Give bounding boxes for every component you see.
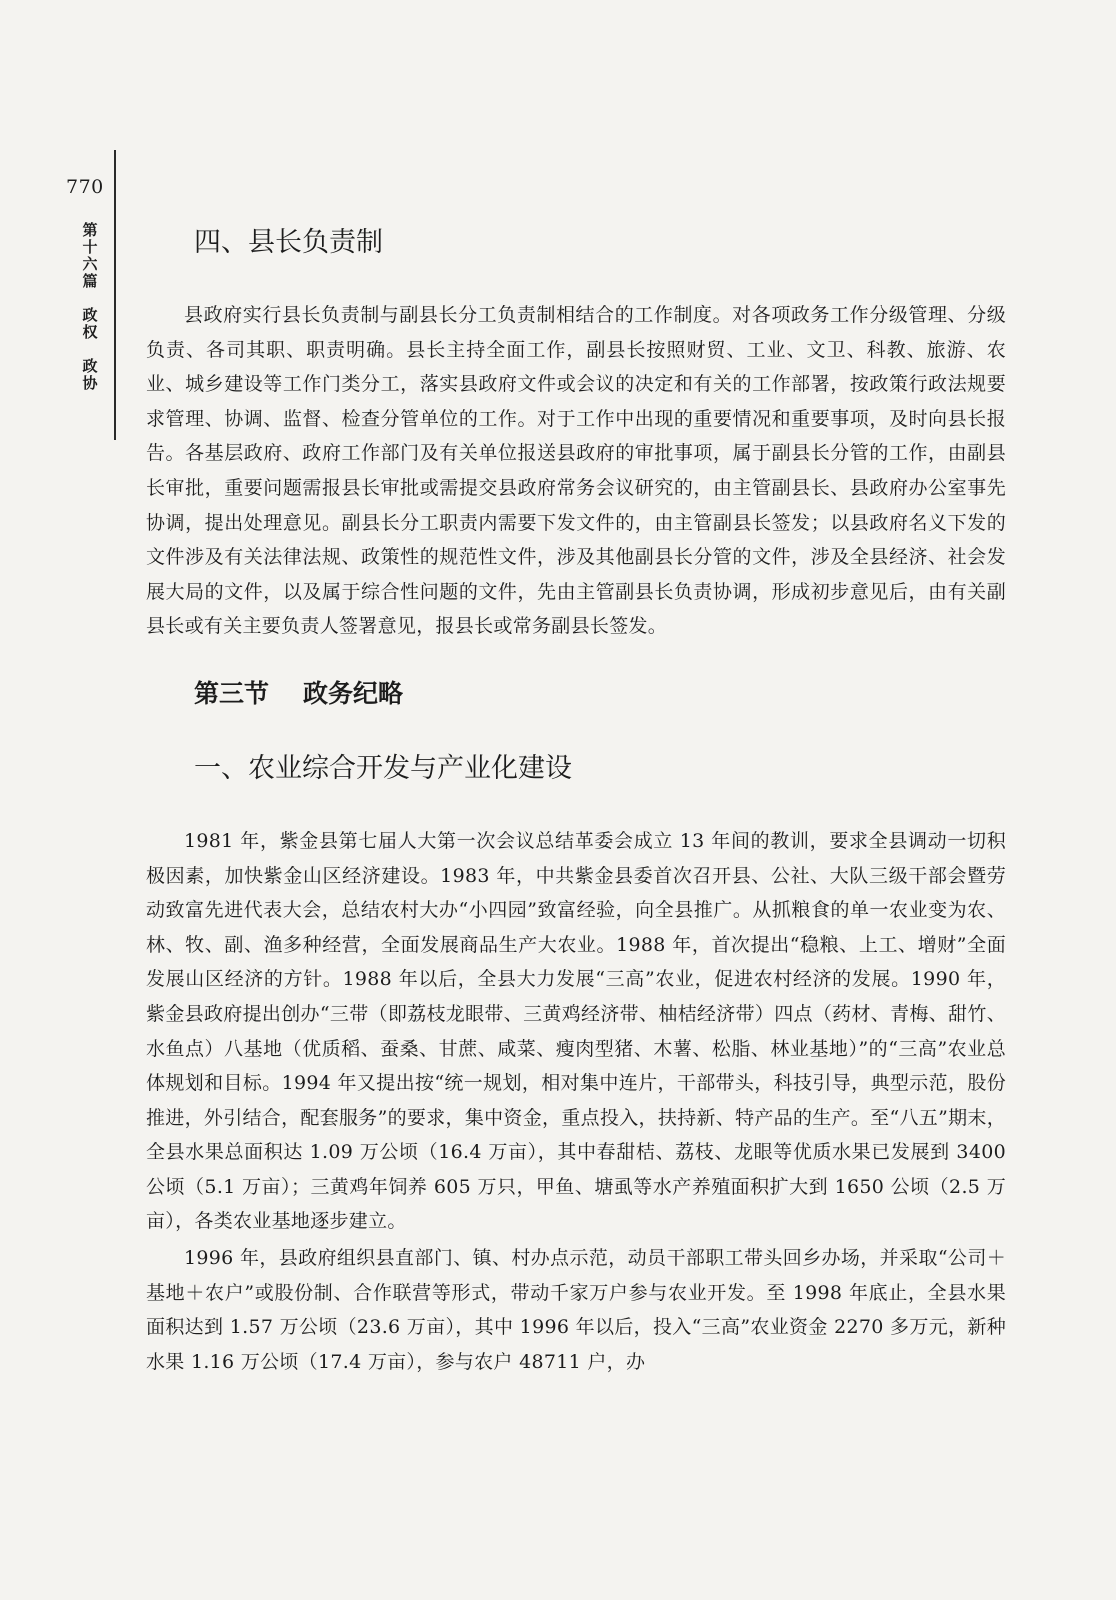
subsection-title: 一、农业综合开发与产业化建设 <box>194 752 572 784</box>
body-paragraph: 县政府实行县长负责制与副县长分工负责制相结合的工作制度。对各项政务工作分级管理、分级负责、各司其职、职责明确。县长主持全面工作，副县长按照财贸、工业、文卫、科教、旅游、农业、城乡建设等工作门类分工，落实县政府文件或会议的决定和有关的工作部署，按政策行政法规要求管理、协调、监督、检查分管单位的工作。对于工作中出现的重要情况和重要事项，及时向县长报告。各基层政府、政府工作部门及有关单位报送县政府的审批事项，属于副县长分管的工作，由副县长审批，重要问题需报县长审批或需提交县政府常务会议研究的，由主管副县长、县政府办公室事先协调，提出处理意见。副县长分工职责内需要下发文件的，由主管副县长签发；以县政府名义下发的文件涉及有关法律法规、政策性的规范性文件，涉及其他副县长分管的文件，涉及全县经济、社会发展大局的文件，以及属于综合性问题的文件，先由主管副县长负责协调，形成初步意见后，由有关副县长或有关主要负责人签署意见，报县长或常务副县长签发。 <box>146 304 1006 638</box>
subsection-title: 四、县长负责制 <box>194 227 383 258</box>
side-label-char: 六 <box>82 255 98 273</box>
side-label-char: 第 <box>82 221 98 239</box>
side-label-char: 协 <box>82 374 98 392</box>
body-paragraph: 1996 年，县政府组织县直部门、镇、村办点示范，动员干部职工带头回乡办场，并采取“公司＋基地＋农户”或股份制、合作联营等形式，带动千家万户参与农业开发。至 1998 年底止，全县水果面积达到 1.57 万公顷（23.6 万亩），其中 1996 年以后，投入“三高”农业资金 2270 多万元，新种水果 1.16 万公顷（17.4 万亩），参与农户 48711 户，办 <box>146 1247 1006 1373</box>
chapter-side-label <box>80 222 100 392</box>
side-label-char: 篇 <box>82 272 98 290</box>
margin-rule <box>114 150 116 440</box>
side-label-char: 权 <box>82 323 98 341</box>
section-number: 第三节 <box>194 678 270 708</box>
side-label-char: 十 <box>82 238 98 256</box>
side-label-char: 政 <box>82 306 98 324</box>
side-label-char: 政 <box>82 357 98 375</box>
page-content <box>146 220 1006 1379</box>
section-name: 政务纪略 <box>303 678 404 708</box>
body-paragraph: 1981 年，紫金县第七届人大第一次会议总结革委会成立 13 年间的教训，要求全县调动一切积极因素，加快紫金山区经济建设。1983 年，中共紫金县委首次召开县、公社、大队三级干部会暨劳动致富先进代表大会，总结农村大办“小四园”致富经验，向全县推广。从抓粮食的单一农业变为农、林、牧、副、渔多种经营，全面发展商品生产大农业。1988 年，首次提出“稳粮、上工、增财”全面发展山区经济的方针。1988 年以后，全县大力发展“三高”农业，促进农村经济的发展。1990 年，紫金县政府提出创办“三带（即荔枝龙眼带、三黄鸡经济带、柚桔经济带）四点（药材、青梅、甜竹、水鱼点）八基地（优质稻、蚕桑、甘蔗、咸菜、瘦肉型猪、木薯、松脂、林业基地）”的“三高”农业总体规划和目标。1994 年又提出按“统一规划，相对集中连片，干部带头，科技引导，典型示范，股份推进，外引结合，配套服务”的要求，集中资金，重点投入，扶持新、特产品的生产。至“八五”期末，全县水果总面积达 1.09 万公顷（16.4 万亩），其中春甜桔、荔枝、龙眼等优质水果已发展到 3400 公顷（5.1 万亩）；三黄鸡年饲养 605 万只，甲鱼、塘虱等水产养殖面积扩大到 1650 公顷（2.5 万亩），各类农业基地逐步建立。 <box>146 829 1006 1233</box>
page-number: 770 <box>66 176 104 198</box>
section-title <box>194 672 1006 716</box>
